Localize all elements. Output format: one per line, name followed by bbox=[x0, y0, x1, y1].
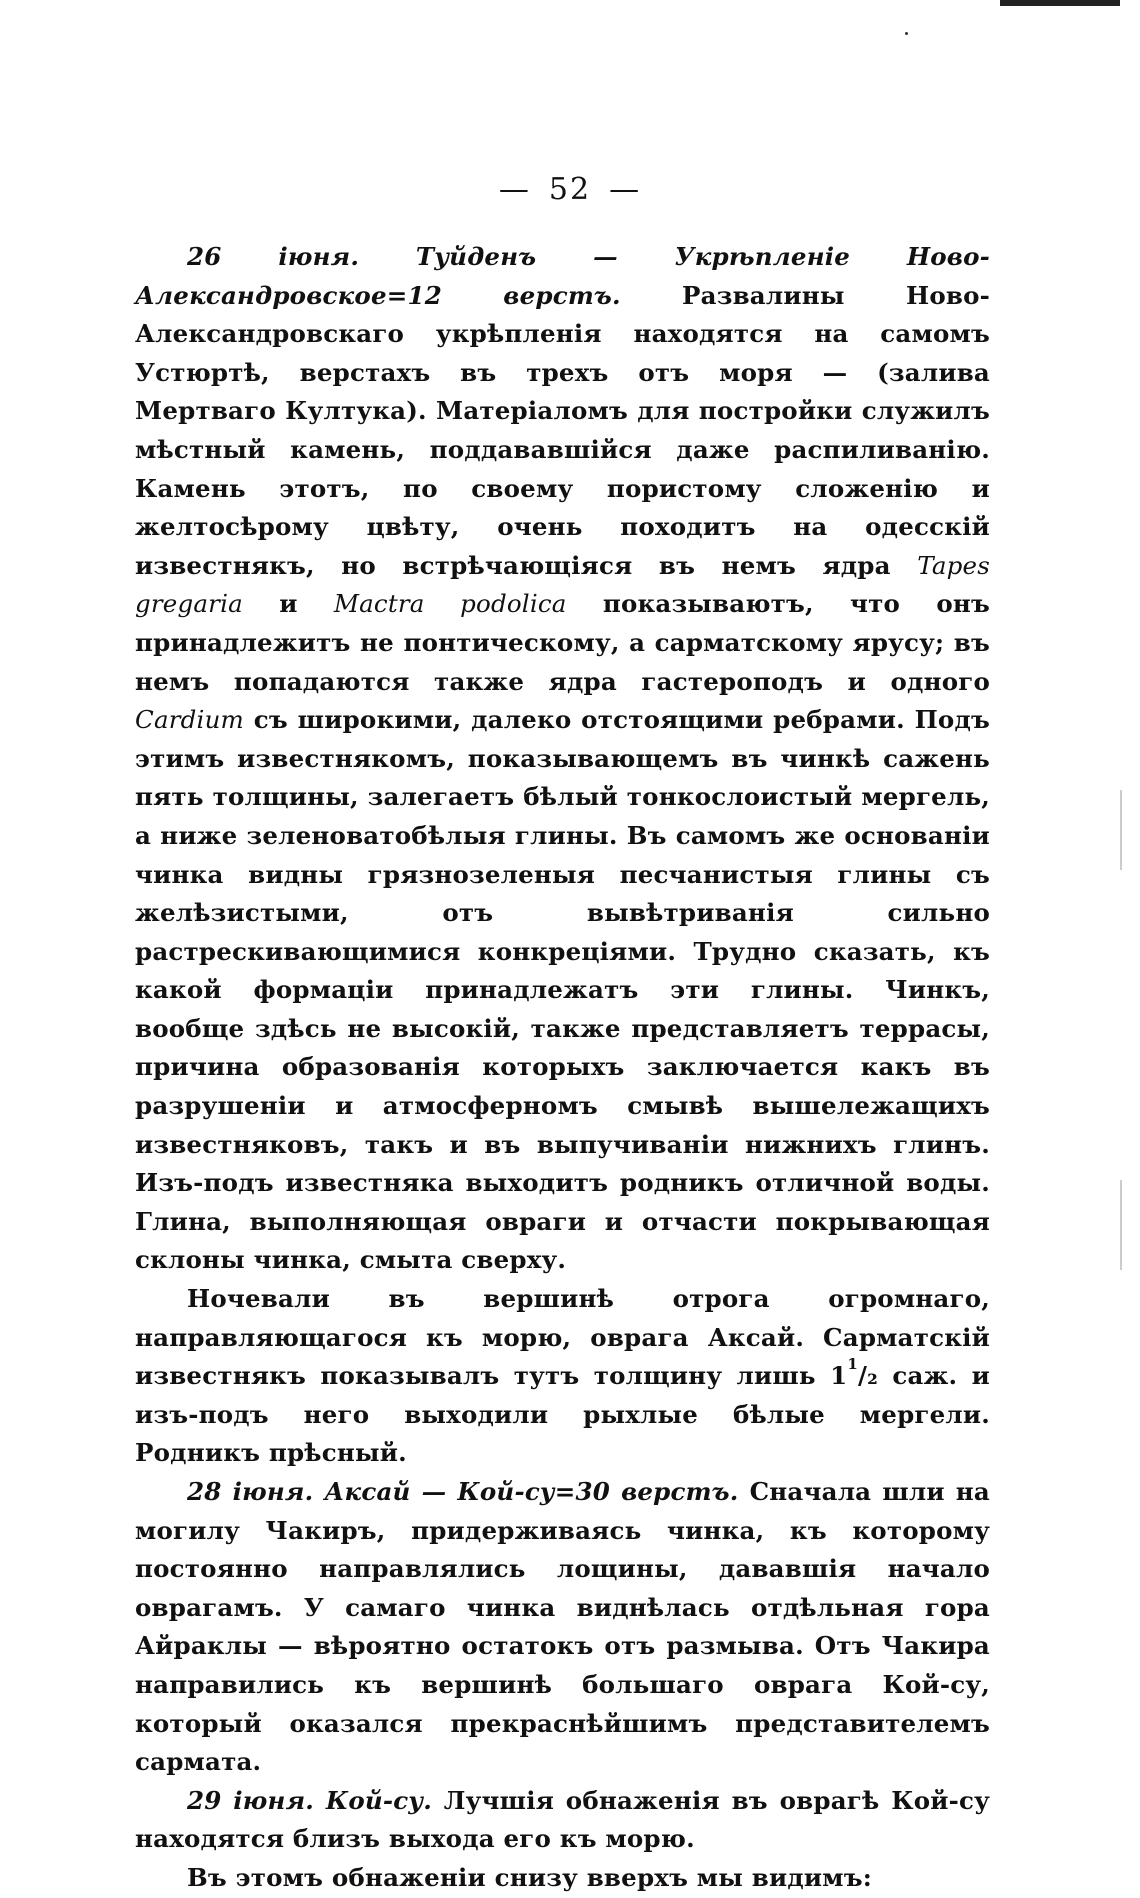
scan-speck bbox=[905, 32, 908, 35]
paragraph bbox=[135, 1473, 990, 1782]
scan-edge-shadow bbox=[1120, 1180, 1122, 1270]
paragraph-text: Въ этомъ обнаженіи снизу вверхъ мы видимъ: bbox=[187, 1862, 872, 1892]
paragraph-text: Ночевали въ вершинѣ отрога огромнаго, направляющагося къ морю, оврага Аксай. Сарматскій известнякъ показывалъ тутъ толщину лишь 1 bbox=[135, 1284, 990, 1391]
paragraph-text: и bbox=[242, 589, 334, 619]
paragraph bbox=[135, 238, 990, 1280]
superscript: 1 bbox=[847, 1355, 858, 1374]
scan-edge-mark bbox=[1000, 0, 1120, 6]
species-name: Mactra podolica bbox=[333, 589, 567, 619]
dash-right: — bbox=[609, 172, 642, 207]
entry-heading: 28 іюня. Аксай — Кой-су=30 верстъ. bbox=[187, 1477, 739, 1506]
page-number-value: 52 bbox=[548, 172, 592, 207]
species-name: Tapes gregaria bbox=[135, 550, 990, 619]
paragraph-text: /₂ саж. и изъ-подъ него выходили рыхлые бѣлые мергели. Родникъ прѣсный. bbox=[135, 1361, 990, 1468]
paragraph bbox=[135, 1859, 990, 1898]
dash-left: — bbox=[498, 172, 531, 207]
paragraph bbox=[135, 1280, 990, 1473]
body-text bbox=[135, 238, 990, 1898]
paragraph-text: Лучшія обнаженія въ оврагѣ Кой-су находятся близъ выхода его къ морю. bbox=[135, 1785, 990, 1854]
scan-edge-shadow bbox=[1120, 790, 1122, 870]
paragraph bbox=[135, 1782, 990, 1859]
page-number bbox=[0, 172, 1140, 207]
species-name: Cardium bbox=[135, 705, 244, 735]
entry-heading: 29 іюня. Кой-су. bbox=[187, 1785, 432, 1815]
paragraph-text: съ широкими, далеко отстоящими ребрами. Подъ этимъ известнякомъ, показывающемъ въ чинкѣ сажень пять толщины, залегаетъ бѣлый тонкослоистый мергель, а ниже зеленоватобѣлыя глины. Въ самомъ же основаніи чинка видны грязнозеленыя песчанистыя глины съ желѣзистыми, отъ вывѣтриванія сильно растрескивающимися конкреціями. Трудно сказать, къ какой формаціи принадлежатъ эти глины. Чинкъ, вообще здѣсь не высокій, также представляетъ террасы, причина образованія которыхъ заключается какъ въ разрушеніи и атмосферномъ смывѣ вышележащихъ известняковъ, такъ и въ выпучиваніи нижнихъ глинъ. Изъ-подъ известняка выходитъ родникъ отличной воды. Глина, выполняющая овраги и отчасти покрывающая склоны чинка, смыта сверху. bbox=[135, 705, 990, 1275]
entry-heading: 26 іюня. Туйденъ — Укрѣпленіе Ново-Александровское=12 верстъ. bbox=[135, 242, 990, 310]
paragraph-text: показываютъ, что онъ принадлежитъ не понтическому, а сарматскому ярусу; въ немъ попадаются также ядра гастероподъ и одного bbox=[135, 589, 990, 696]
paragraph-text: Сначала шли на могилу Чакиръ, придерживаясь чинка, къ которому постоянно направлялись лощины, дававшія начало оврагамъ. У самаго чинка виднѣлась отдѣльная гора Айраклы — вѣроятно остатокъ отъ размыва. Отъ Чакира направились къ вершинѣ большаго оврага Кой-су, который оказался прекраснѣйшимъ представителемъ сармата. bbox=[135, 1477, 991, 1777]
paragraph-text: Развалины Ново-Александровскаго укрѣпленія находятся на самомъ Устюртѣ, верстахъ въ трехъ отъ моря — (залива Мертваго Култука). Матеріаломъ для постройки служилъ мѣстный камень, поддававшійся даже распиливанію. Камень этотъ, по своему пористому сложенію и желтосѣрому цвѣту, очень походитъ на одесскій известнякъ, но встрѣчающіяся въ немъ ядра bbox=[135, 280, 990, 580]
